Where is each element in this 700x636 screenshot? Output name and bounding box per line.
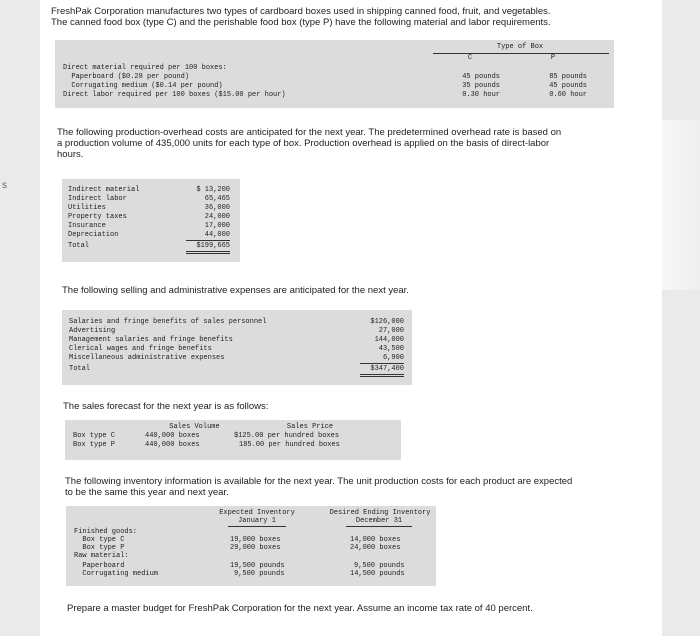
expected-inventory-header: Expected Inventory	[219, 509, 295, 517]
inventory-row-expected: 19,500 pounds	[230, 562, 285, 570]
inventory-table	[66, 506, 436, 586]
inventory-row-desired: 24,000 boxes	[350, 544, 401, 552]
type-of-box-header: Type of Box	[496, 43, 544, 51]
sales-row-label: Box type P	[73, 441, 116, 449]
sga-row-value: $126,000	[370, 318, 404, 326]
sales-row-price: 185.00 per hundred boxes	[239, 441, 340, 449]
sga-row-label: Salaries and fringe benefits of sales personnel	[69, 318, 267, 326]
inventory-row-expected: 9,500 pounds	[234, 570, 285, 578]
overhead-text-line-1: The following production-overhead costs are anticipated for the next year. The predetermined overhead rate is based on	[57, 127, 562, 138]
sga-row-value: 43,500	[378, 345, 404, 353]
desired-inventory-header: Desired Ending Inventory	[329, 509, 431, 517]
inventory-row-expected: 19,000 boxes	[230, 536, 281, 544]
inventory-row-desired: 14,000 boxes	[350, 536, 401, 544]
inventory-text-line-2: to be the same this year and next year.	[65, 487, 229, 498]
inventory-row-desired: 14,500 pounds	[350, 570, 405, 578]
sales-row-volume: 440,000 boxes	[145, 432, 200, 440]
expected-inventory-date: January 1	[228, 517, 286, 527]
sga-total-value: $347,400	[360, 365, 404, 377]
materials-row-label: Direct material required per 100 boxes:	[63, 64, 227, 72]
materials-row-label: Paperboard ($0.28 per pound)	[63, 73, 190, 81]
sga-text: The following selling and administrative expenses are anticipated for the next year.	[62, 285, 409, 296]
overhead-row-value: 65,465	[204, 195, 230, 203]
inventory-row-label: Raw material:	[74, 552, 129, 560]
sales-row-price: $125.00 per hundred boxes	[234, 432, 340, 440]
sga-row-label: Management salaries and fringe benefits	[69, 336, 233, 344]
materials-row-p: 85 pounds	[549, 73, 587, 81]
materials-row-c: 45 pounds	[462, 73, 500, 81]
edge-mark: s	[2, 180, 7, 191]
sales-row-volume: 440,000 boxes	[145, 441, 200, 449]
inventory-row-label: Box type C	[74, 536, 125, 544]
materials-row-c: 35 pounds	[462, 82, 500, 90]
intro-line-2: The canned food box (type C) and the perishable food box (type P) have the following material and labor requirements.	[51, 17, 551, 28]
sales-row-label: Box type C	[73, 432, 116, 440]
overhead-table	[62, 179, 240, 262]
overhead-row-label: Indirect labor	[68, 195, 127, 203]
sales-price-header: Sales Price	[286, 423, 334, 431]
overhead-row-label: Property taxes	[68, 213, 127, 221]
overhead-row-value: 44,000	[186, 231, 230, 241]
inventory-row-label: Paperboard	[74, 562, 125, 570]
sales-text: The sales forecast for the next year is as follows:	[63, 401, 269, 412]
materials-row-p: 0.60 hour	[549, 91, 587, 99]
materials-row-label: Direct labor required per 100 boxes ($15.00 per hour)	[63, 91, 286, 99]
materials-row-label: Corrugating medium ($0.14 per pound)	[63, 82, 223, 90]
sga-table	[62, 310, 412, 385]
sga-row-value: 27,000	[378, 327, 404, 335]
overhead-row-value: 24,000	[204, 213, 230, 221]
overhead-row-label: Utilities	[68, 204, 106, 212]
sga-row-label: Miscellaneous administrative expenses	[69, 354, 225, 362]
overhead-row-value: 17,000	[204, 222, 230, 230]
inventory-row-label: Finished goods:	[74, 528, 138, 536]
closing-instruction: Prepare a master budget for FreshPak Corporation for the next year. Assume an income tax rate of 40 percent.	[67, 603, 533, 614]
materials-row-p: 45 pounds	[549, 82, 587, 90]
inventory-row-desired: 9,500 pounds	[354, 562, 405, 570]
intro-line-1: FreshPak Corporation manufactures two types of cardboard boxes used in shipping canned food, fruit, and vegetables.	[51, 6, 551, 17]
sga-row-value: 144,000	[374, 336, 404, 344]
inventory-row-expected: 29,000 boxes	[230, 544, 281, 552]
sga-row-label: Clerical wages and fringe benefits	[69, 345, 212, 353]
desired-inventory-date: December 31	[346, 517, 412, 527]
overhead-row-label: Indirect material	[68, 186, 140, 194]
inventory-row-label: Corrugating medium	[74, 570, 159, 578]
overhead-text-line-3: hours.	[57, 149, 84, 160]
screen-glare	[612, 120, 700, 290]
overhead-row-value: 36,000	[204, 204, 230, 212]
inventory-row-label: Box type P	[74, 544, 125, 552]
problem-sheet	[40, 0, 662, 636]
sales-volume-header: Sales Volume	[169, 423, 220, 431]
inventory-text-line-1: The following inventory information is available for the next year. The unit production costs for each product are expected	[65, 476, 573, 487]
overhead-row-label: Depreciation	[68, 231, 119, 239]
sga-total-label: Total	[69, 365, 91, 373]
materials-row-c: 0.30 hour	[462, 91, 500, 99]
overhead-row-value: $ 13,200	[196, 186, 230, 194]
col-p-header: P	[550, 54, 556, 62]
overhead-row-label: Insurance	[68, 222, 106, 230]
sga-row-value: 6,900	[360, 354, 404, 364]
sga-row-label: Advertising	[69, 327, 116, 335]
sales-table	[65, 420, 401, 460]
materials-table	[55, 40, 614, 108]
overhead-total-label: Total	[68, 242, 90, 250]
col-c-header: C	[467, 54, 473, 62]
overhead-total-value: $199,665	[186, 242, 230, 254]
overhead-text-line-2: a production volume of 435,000 units for each type of box. Production overhead is applied on the basis of direct-labor	[57, 138, 550, 149]
